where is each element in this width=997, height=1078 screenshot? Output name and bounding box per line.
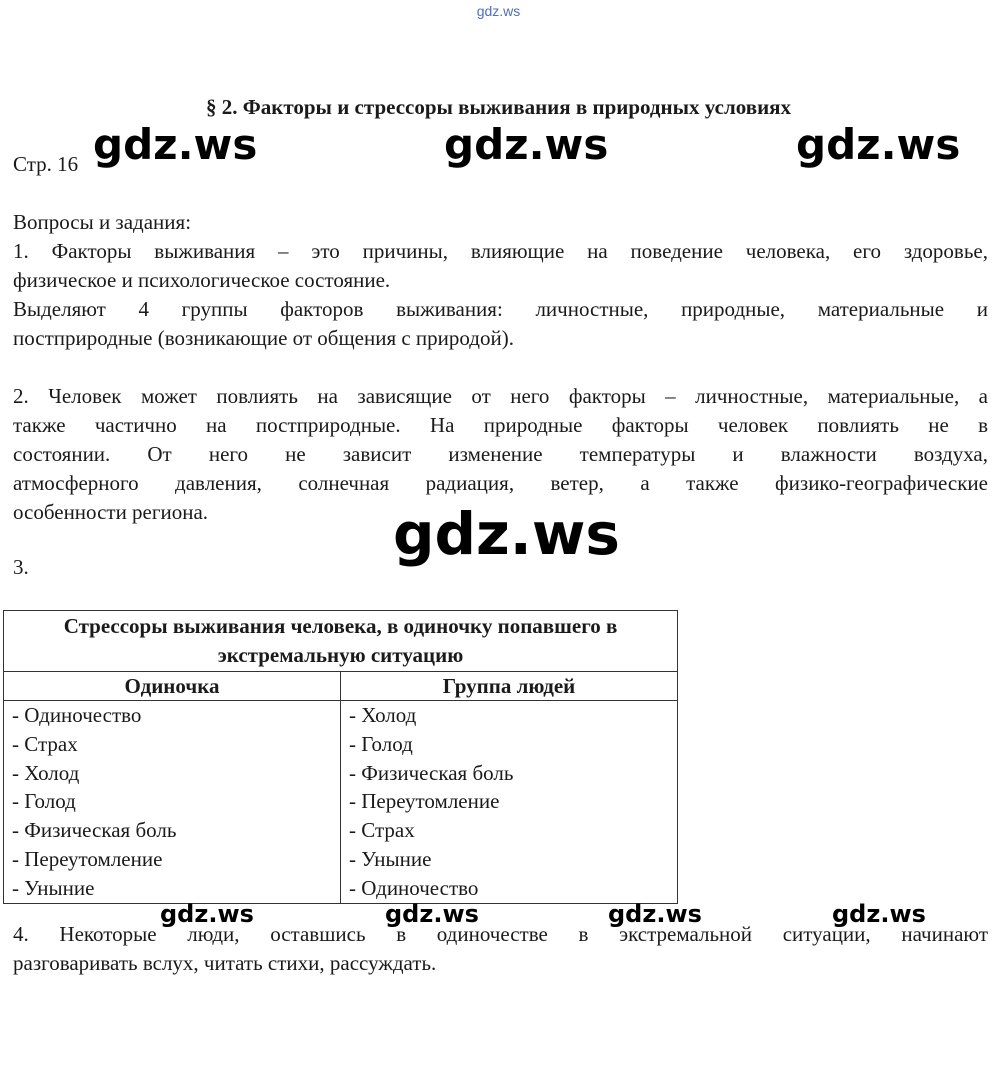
column-header-group: Группа людей bbox=[341, 672, 678, 701]
watermark: gdz.ws bbox=[444, 120, 609, 169]
section-heading: § 2. Факторы и стрессоры выживания в природных условиях bbox=[205, 95, 792, 119]
list-item: - Уныние bbox=[349, 846, 432, 871]
questions-label: Вопросы и задания: bbox=[13, 210, 192, 234]
watermark: gdz.ws bbox=[796, 120, 961, 169]
list-item: - Страх bbox=[349, 818, 415, 843]
watermark: gdz.ws bbox=[832, 900, 926, 928]
list-item: - Холод bbox=[349, 703, 417, 727]
watermark: gdz.ws bbox=[385, 900, 479, 928]
answer-4-line: 4. Некоторые люди, оставшись в одиночестве в экстремальной ситуации, начинают bbox=[13, 922, 988, 946]
list-item: - Голод bbox=[12, 789, 76, 814]
answer-2-line: 2. Человек может повлиять на зависящие от него факторы – личностные, материальные, а bbox=[13, 384, 988, 408]
answer-1-line: постприродные (возникающие от общения с природой). bbox=[13, 326, 514, 350]
page-reference: Стр. 16 bbox=[13, 152, 79, 176]
list-item: - Физическая боль bbox=[12, 818, 177, 843]
answer-3-number: 3. bbox=[13, 555, 29, 579]
list-item: - Уныние bbox=[12, 875, 95, 900]
list-item: - Одиночество bbox=[12, 703, 142, 727]
answer-1 bbox=[13, 237, 988, 353]
table-title: Стрессоры выживания человека, в одиночку попавшего в экстремальную ситуацию bbox=[4, 611, 678, 672]
list-item: - Холод bbox=[12, 760, 80, 785]
watermark: gdz.ws bbox=[93, 120, 258, 169]
answer-2-line: особенности региона. bbox=[13, 500, 209, 524]
column-header-alone: Одиночка bbox=[4, 672, 341, 701]
list-item: - Одиночество bbox=[349, 875, 479, 900]
stressors-table bbox=[3, 610, 678, 904]
answer-1-line: 1. Факторы выживания – это причины, влияющие на поведение человека, его здоровье, bbox=[13, 239, 988, 263]
watermark: gdz.ws bbox=[160, 900, 254, 928]
answer-2-line: состоянии. От него не зависит изменение температуры и влажности воздуха, bbox=[13, 442, 988, 466]
answer-1-line: Выделяют 4 группы факторов выживания: личностные, природные, материальные и bbox=[13, 297, 988, 321]
column-alone-items bbox=[4, 701, 341, 904]
list-item: - Страх bbox=[12, 731, 78, 756]
list-item: - Физическая боль bbox=[349, 760, 514, 785]
list-item: - Переутомление bbox=[12, 846, 163, 871]
answer-2-line: атмосферного давления, солнечная радиация, ветер, а также физико-географические bbox=[13, 471, 988, 495]
answer-4 bbox=[13, 920, 988, 978]
answer-1-line: физическое и психологическое состояние. bbox=[13, 268, 391, 292]
watermark: gdz.ws bbox=[608, 900, 702, 928]
site-mark[interactable]: gdz.ws bbox=[476, 3, 521, 19]
list-item: - Голод bbox=[349, 731, 413, 756]
answer-2-line: также частично на постприродные. На природные факторы человек повлиять не в bbox=[13, 413, 988, 437]
answer-4-line: разговаривать вслух, читать стихи, рассуждать. bbox=[13, 951, 437, 975]
watermark: gdz.ws bbox=[393, 500, 620, 568]
list-item: - Переутомление bbox=[349, 789, 500, 814]
column-group-items bbox=[341, 701, 678, 904]
